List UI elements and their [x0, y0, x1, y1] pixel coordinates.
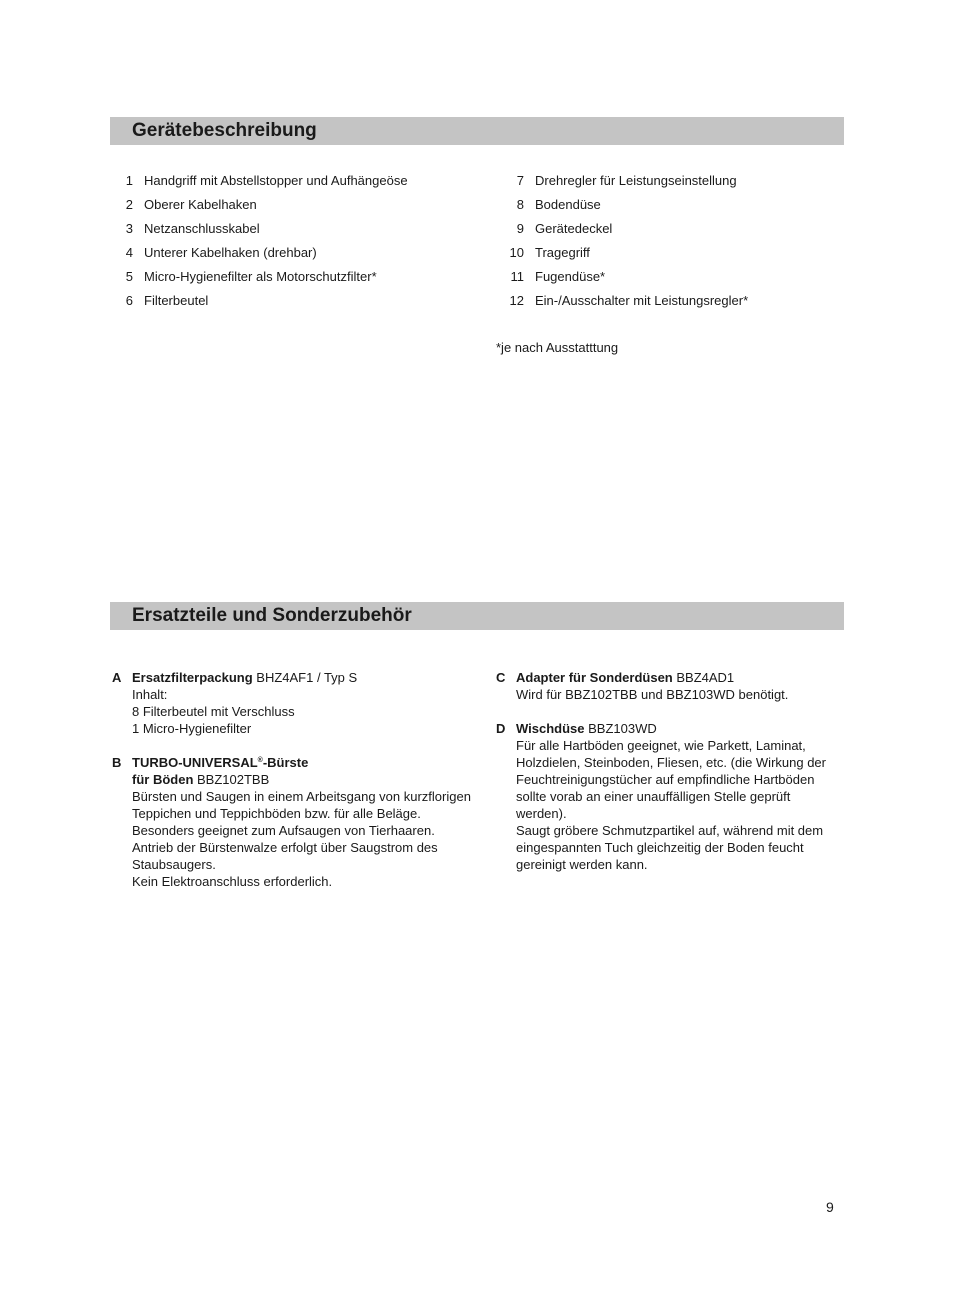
- item-text: Ein-/Ausschalter mit Leistungsregler*: [535, 293, 749, 308]
- accessory-d: [496, 720, 836, 873]
- item-number: 3: [125, 221, 133, 236]
- item-number: 11: [510, 269, 524, 284]
- list-item: [103, 292, 483, 316]
- list-item: [103, 172, 483, 196]
- list-item: [103, 196, 483, 220]
- list-item: [494, 244, 834, 268]
- accessory-letter: C: [496, 670, 506, 685]
- accessory-name-line2: für Böden: [132, 772, 194, 787]
- item-number: 2: [125, 197, 133, 212]
- list-item: [494, 172, 834, 196]
- description-line: Kein Elektroanschluss erforderlich.: [132, 874, 333, 889]
- accessory-code: BBZ102TBB: [193, 772, 270, 787]
- accessory-name: Ersatzfilterpackung: [132, 670, 253, 685]
- description-line: Holzdielen, Steinboden, Fliesen, etc. (die Wirkung der: [516, 755, 826, 770]
- accessory-letter: D: [496, 721, 506, 736]
- accessory-b: [112, 754, 471, 890]
- item-number: 7: [516, 173, 524, 188]
- footnote: *je nach Ausstatttung: [496, 340, 619, 355]
- item-number: 1: [125, 173, 133, 188]
- item-text: Netzanschlusskabel: [144, 221, 260, 236]
- item-text: Bodendüse: [535, 197, 601, 212]
- parts-list-right: [494, 172, 834, 316]
- item-number: 12: [509, 293, 524, 308]
- description-line: werden).: [516, 806, 567, 821]
- accessory-code: BBZ4AD1: [672, 670, 735, 685]
- accessory-c: [496, 669, 836, 703]
- item-number: 8: [516, 197, 524, 212]
- list-item: [494, 220, 834, 244]
- item-text: Unterer Kabelhaken (drehbar): [144, 245, 317, 260]
- section-title: Ersatzteile und Sonderzubehör: [132, 605, 412, 626]
- list-item: [103, 268, 483, 292]
- parts-list-left: [103, 172, 483, 316]
- description-line: 8 Filterbeutel mit Verschluss: [132, 704, 295, 719]
- section-header-ersatzteile: [110, 602, 844, 630]
- item-text: Filterbeutel: [144, 293, 209, 308]
- list-item: [494, 292, 834, 316]
- item-text: Handgriff mit Abstellstopper und Aufhängeöse: [144, 173, 408, 188]
- description-line: Besonders geeignet zum Aufsaugen von Tierhaaren.: [132, 823, 435, 838]
- accessory-name: TURBO-UNIVERSAL®-Bürste: [132, 755, 309, 770]
- accessory-letter: A: [112, 670, 122, 685]
- list-item: [103, 244, 483, 268]
- description-line: gereinigt werden kann.: [516, 857, 648, 872]
- item-text: Drehregler für Leistungseinstellung: [535, 173, 737, 188]
- description-line: Staubsaugers.: [132, 857, 216, 872]
- section-title: Gerätebeschreibung: [132, 120, 317, 141]
- description-line: Wird für BBZ102TBB und BBZ103WD benötigt.: [516, 687, 789, 702]
- description-line: Feuchtreinigungstücher auf empfindliche Hartböden: [516, 772, 815, 787]
- item-number: 10: [509, 245, 524, 260]
- section-header-geraetebeschreibung: [110, 117, 844, 145]
- description-line: Teppichen und Teppichböden bzw. für alle Beläge.: [132, 806, 421, 821]
- item-number: 4: [125, 245, 133, 260]
- accessory-code: BBZ103WD: [584, 721, 657, 736]
- list-item: [494, 196, 834, 220]
- description-line: 1 Micro-Hygienefilter: [132, 721, 252, 736]
- description-line: Bürsten und Saugen in einem Arbeitsgang von kurzflorigen: [132, 789, 471, 804]
- item-number: 9: [516, 221, 524, 236]
- list-item: [494, 268, 834, 292]
- list-item: [103, 220, 483, 244]
- item-text: Tragegriff: [535, 245, 590, 260]
- description-line: Inhalt:: [132, 687, 168, 702]
- accessory-code: BHZ4AF1 / Typ S: [252, 670, 358, 685]
- item-text: Micro-Hygienefilter als Motorschutzfilter*: [144, 269, 377, 284]
- description-line: sollte vorab an einer unauffälligen Stelle geprüft: [516, 789, 791, 804]
- item-number: 5: [125, 269, 133, 284]
- description-line: Antrieb der Bürstenwalze erfolgt über Saugstrom des: [132, 840, 438, 855]
- item-text: Fugendüse*: [535, 269, 606, 284]
- accessory-name: Wischdüse: [516, 721, 585, 736]
- accessory-a: [112, 669, 452, 737]
- accessory-letter: B: [112, 755, 122, 770]
- page-number: 9: [826, 1199, 834, 1215]
- item-number: 6: [125, 293, 133, 308]
- item-text: Gerätedeckel: [535, 221, 613, 236]
- description-line: Saugt gröbere Schmutzpartikel auf, während mit dem: [516, 823, 824, 838]
- description-line: eingespannten Tuch gleichzeitig der Boden feucht: [516, 840, 804, 855]
- description-line: Für alle Hartböden geeignet, wie Parkett, Laminat,: [516, 738, 806, 753]
- accessory-name: Adapter für Sonderdüsen: [516, 670, 673, 685]
- item-text: Oberer Kabelhaken: [144, 197, 257, 212]
